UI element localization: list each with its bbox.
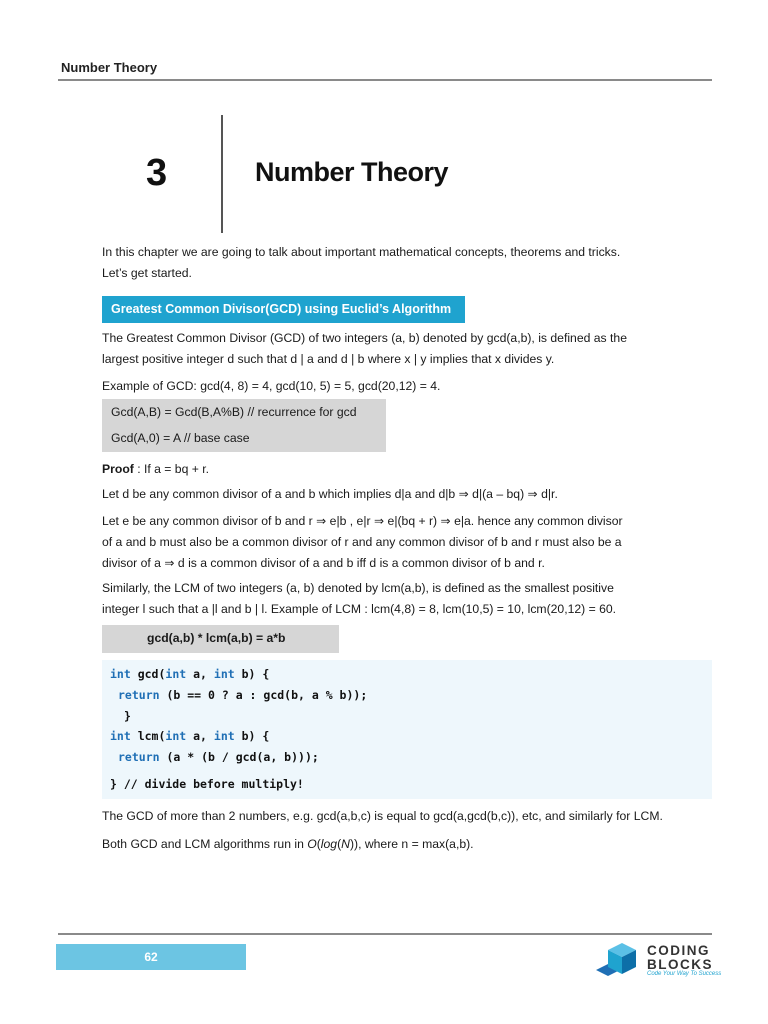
n-var: N: [341, 837, 350, 851]
complexity-line: [102, 834, 711, 855]
code-line-4: [110, 729, 269, 743]
proof-d: Let d be any common divisor of a and b which implies d|a and d|b ⇒ d|(a – bq) ⇒ d|r.: [102, 487, 558, 501]
lcm-definition-line-2: integer l such that a |l and b | l. Example of LCM : lcm(4,8) = 8, lcm(10,5) = 10, lcm(20,12) = 60.: [102, 602, 617, 616]
gcd-definition-line-2: largest positive integer d such that d | a and d | b where x | y implies that x divides y.: [102, 352, 555, 366]
logo-line-2: BLOCKS: [647, 957, 713, 972]
coding-blocks-logo-icon: [594, 940, 644, 980]
page-number: 62: [56, 944, 246, 970]
logo-tagline: Code Your Way To Success: [647, 971, 722, 977]
paren: (: [337, 837, 342, 851]
code-line-6: } // divide before multiply!: [110, 777, 304, 791]
complexity-text: Both GCD and LCM algorithms run in: [102, 837, 308, 851]
complexity-text: , where n = max(a,b).: [358, 837, 474, 851]
code-text: a,: [186, 729, 214, 743]
section-heading: Greatest Common Divisor(GCD) using Euclid’s Algorithm: [102, 296, 465, 323]
gcd-definition-line-1: The Greatest Common Divisor (GCD) of two integers (a, b) denoted by gcd(a,b), is defined as the: [102, 331, 627, 345]
header-rule: [58, 79, 712, 81]
code-text: (b == 0 ? a : gcd(b, a % b));: [159, 688, 368, 702]
code-keyword: int: [110, 729, 131, 743]
base-case-line: Gcd(A,0) = A // base case: [111, 431, 250, 445]
code-text: b) {: [234, 667, 270, 681]
code-keyword: int: [110, 667, 131, 681]
footer-rule: [58, 933, 712, 935]
code-line-2: [118, 688, 367, 702]
recurrence-line: Gcd(A,B) = Gcd(B,A%B) // recurrence for gcd: [111, 405, 357, 419]
intro-line-2: Let’s get started.: [102, 266, 192, 280]
gcd-example: Example of GCD: gcd(4, 8) = 4, gcd(10, 5) = 5, gcd(20,12) = 4.: [102, 379, 441, 393]
code-text: (a * (b / gcd(a, b)));: [159, 750, 319, 764]
code-text: gcd(: [130, 667, 166, 681]
proof-text: : If a = bq + r.: [133, 462, 210, 476]
code-keyword: int: [213, 729, 235, 743]
code-line-5: [118, 750, 319, 764]
code-line-3: }: [124, 709, 131, 723]
recurrence-box: [102, 399, 386, 452]
chapter-title: Number Theory: [255, 157, 449, 187]
intro-paragraph: [102, 242, 711, 284]
code-keyword: return: [118, 688, 160, 702]
chapter-number: 3: [146, 152, 168, 194]
running-header: Number Theory: [61, 60, 158, 75]
proof-e: [102, 511, 711, 574]
code-line-1: [110, 667, 269, 681]
paren: (: [316, 837, 321, 851]
proof-e-line-1: Let e be any common divisor of b and r ⇒ e|b , e|r ⇒ e|(bq + r) ⇒ e|a. hence any common divisor: [102, 514, 623, 528]
proof-e-line-3: divisor of a ⇒ d is a common divisor of a and b iff d is a common divisor of b and r.: [102, 556, 545, 570]
identity-formula: gcd(a,b) * lcm(a,b) = a*b: [147, 631, 286, 645]
code-keyword: int: [165, 729, 187, 743]
proof-e-line-2: of a and b must also be a common divisor of r and any common divisor of b and r must also be a: [102, 535, 622, 549]
code-block: [102, 660, 712, 799]
proof-intro: [102, 459, 711, 480]
gcd-multi: The GCD of more than 2 numbers, e.g. gcd(a,b,c) is equal to gcd(a,gcd(b,c)), etc, and similarly for LCM.: [102, 809, 663, 823]
lcm-definition-line-1: Similarly, the LCM of two integers (a, b) denoted by lcm(a,b), is defined as the smallest positive: [102, 581, 614, 595]
paren: )): [349, 837, 359, 851]
gcd-definition: [102, 328, 711, 370]
log: log: [320, 837, 338, 851]
chapter-divider: [221, 115, 223, 233]
intro-line-1: In this chapter we are going to talk about important mathematical concepts, theorems and tricks.: [102, 245, 621, 259]
code-keyword: return: [118, 750, 160, 764]
big-o: O: [307, 837, 317, 851]
code-text: b) {: [234, 729, 270, 743]
code-keyword: int: [165, 667, 187, 681]
proof-label: Proof: [102, 462, 134, 476]
code-text: lcm(: [130, 729, 166, 743]
code-keyword: int: [213, 667, 235, 681]
code-text: a,: [186, 667, 214, 681]
lcm-definition: [102, 578, 711, 620]
logo-line-1: CODING: [647, 943, 710, 958]
identity-box: [102, 625, 339, 653]
